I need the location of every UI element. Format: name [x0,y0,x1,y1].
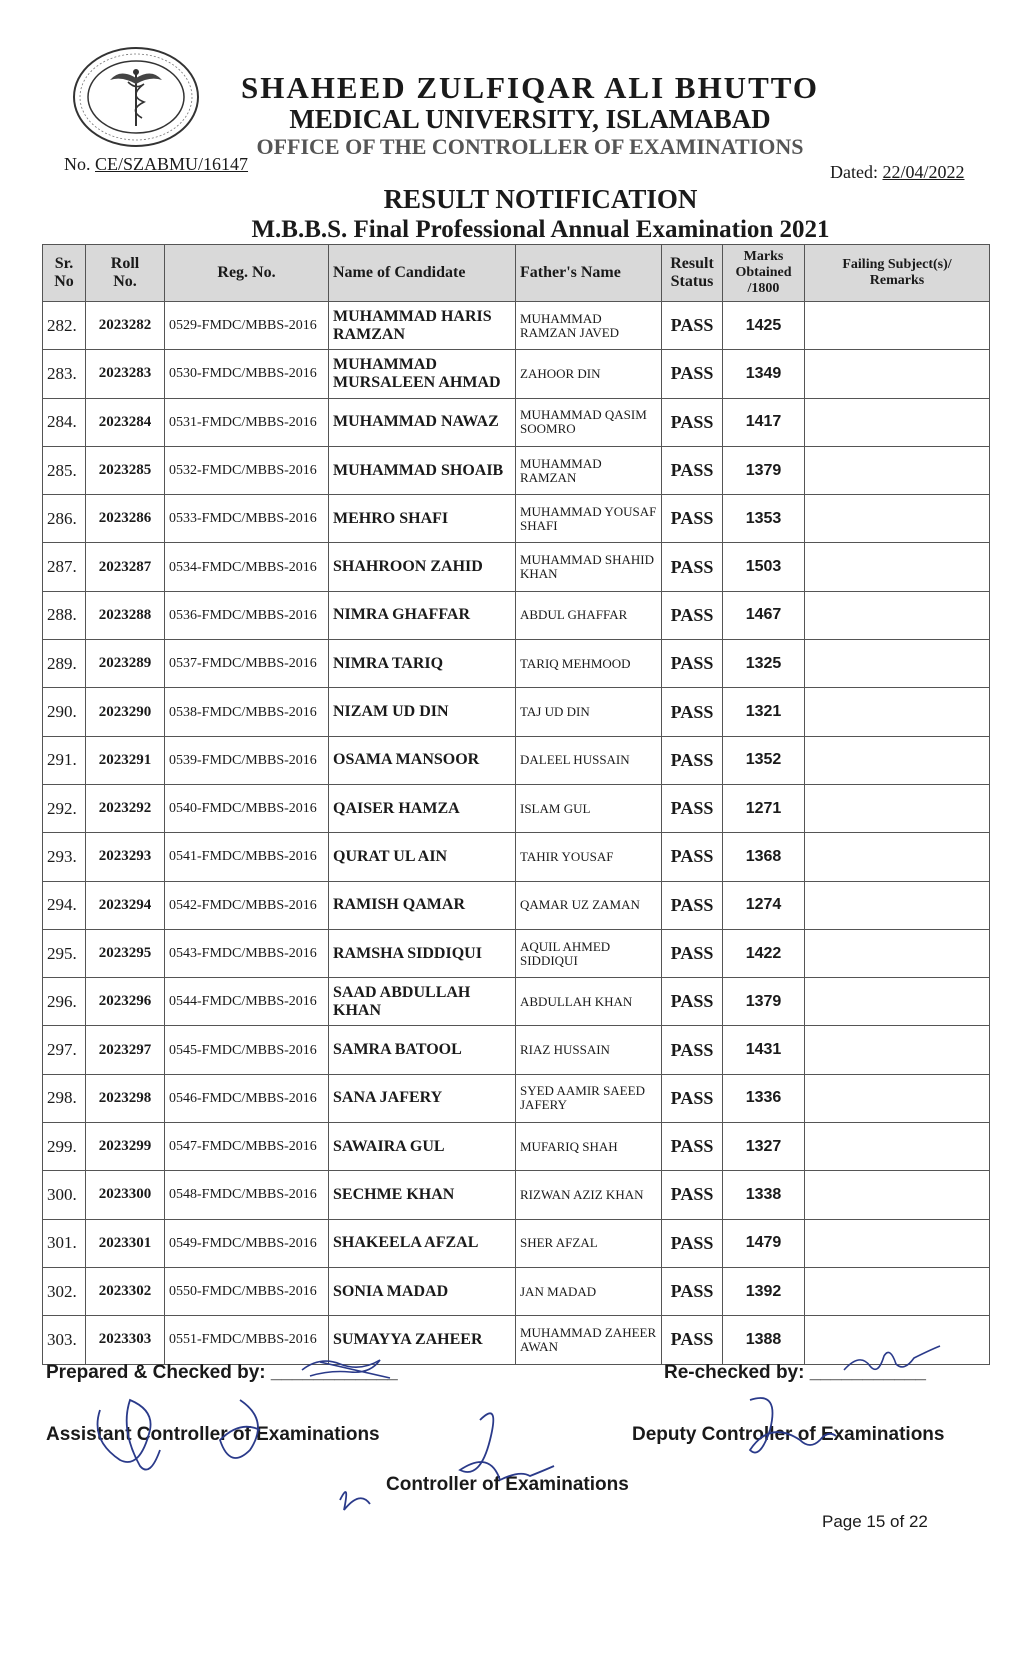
row-sr-no: 293. [43,833,86,881]
row-remarks [805,688,990,736]
row-father-name: MUHAMMAD ZAHEER AWAN [516,1316,662,1364]
row-result-status: PASS [662,350,723,398]
row-result-status: PASS [662,1074,723,1122]
signature-deputy [740,1390,840,1470]
header-candidate-name: Name of Candidate [329,245,516,302]
header-sr-no: Sr. No [43,245,86,302]
signature-controller [330,1400,560,1520]
row-remarks [805,543,990,591]
row-result-status: PASS [662,591,723,639]
row-father-name: MUHAMMAD RAMZAN JAVED [516,302,662,350]
row-candidate-name: NIMRA GHAFFAR [329,591,516,639]
row-father-name: ISLAM GUL [516,784,662,832]
table-row [43,398,990,446]
row-sr-no: 288. [43,591,86,639]
row-father-name: TARIQ MEHMOOD [516,640,662,688]
row-father-name: MUHAMMAD SHAHID KHAN [516,543,662,591]
row-reg-no: 0546-FMDC/MBBS-2016 [165,1074,329,1122]
row-roll-no: 2023295 [86,929,165,977]
row-roll-no: 2023297 [86,1026,165,1074]
row-result-status: PASS [662,543,723,591]
row-reg-no: 0532-FMDC/MBBS-2016 [165,446,329,494]
row-reg-no: 0534-FMDC/MBBS-2016 [165,543,329,591]
row-sr-no: 294. [43,881,86,929]
row-candidate-name: SECHME KHAN [329,1171,516,1219]
results-table [42,244,990,1365]
row-marks: 1379 [723,446,805,494]
row-father-name: JAN MADAD [516,1267,662,1315]
deputy-controller-title: Deputy Controller of Examinations [632,1424,945,1445]
row-marks: 1503 [723,543,805,591]
row-roll-no: 2023288 [86,591,165,639]
row-result-status: PASS [662,929,723,977]
row-candidate-name: SONIA MADAD [329,1267,516,1315]
row-roll-no: 2023294 [86,881,165,929]
row-marks: 1349 [723,350,805,398]
row-remarks [805,1171,990,1219]
table-row [43,978,990,1026]
row-result-status: PASS [662,1219,723,1267]
row-reg-no: 0542-FMDC/MBBS-2016 [165,881,329,929]
row-marks: 1392 [723,1267,805,1315]
row-father-name: DALEEL HUSSAIN [516,736,662,784]
table-row [43,495,990,543]
row-reg-no: 0548-FMDC/MBBS-2016 [165,1171,329,1219]
row-candidate-name: MUHAMMAD NAWAZ [329,398,516,446]
row-marks: 1321 [723,688,805,736]
row-roll-no: 2023283 [86,350,165,398]
row-candidate-name: SHAHROON ZAHID [329,543,516,591]
row-candidate-name: SAMRA BATOOL [329,1026,516,1074]
row-sr-no: 299. [43,1123,86,1171]
row-roll-no: 2023293 [86,833,165,881]
row-marks: 1274 [723,881,805,929]
row-candidate-name: MUHAMMAD SHOAIB [329,446,516,494]
row-sr-no: 295. [43,929,86,977]
page-number: Page 15 of 22 [822,1512,928,1531]
university-name-line1: SHAHEED ZULFIQAR ALI BHUTTO [241,70,819,105]
row-father-name: RIZWAN AZIZ KHAN [516,1171,662,1219]
row-father-name: TAJ UD DIN [516,688,662,736]
row-result-status: PASS [662,398,723,446]
row-remarks [805,446,990,494]
university-name-line2: MEDICAL UNIVERSITY, ISLAMABAD [289,104,771,134]
row-result-status: PASS [662,1123,723,1171]
row-father-name: SHER AFZAL [516,1219,662,1267]
row-sr-no: 297. [43,1026,86,1074]
row-marks: 1353 [723,495,805,543]
row-marks: 1417 [723,398,805,446]
row-marks: 1352 [723,736,805,784]
row-reg-no: 0540-FMDC/MBBS-2016 [165,784,329,832]
row-remarks [805,929,990,977]
date-line: Dated: 22/04/2022 [830,162,965,182]
row-reg-no: 0529-FMDC/MBBS-2016 [165,302,329,350]
row-reg-no: 0539-FMDC/MBBS-2016 [165,736,329,784]
table-row [43,1123,990,1171]
row-candidate-name: QURAT UL AIN [329,833,516,881]
university-logo [72,46,200,148]
row-reg-no: 0551-FMDC/MBBS-2016 [165,1316,329,1364]
row-remarks [805,640,990,688]
row-marks: 1379 [723,978,805,1026]
row-father-name: RIAZ HUSSAIN [516,1026,662,1074]
row-reg-no: 0530-FMDC/MBBS-2016 [165,350,329,398]
signature-assistant [90,1390,280,1480]
row-remarks [805,881,990,929]
row-roll-no: 2023285 [86,446,165,494]
row-father-name: ABDUL GHAFFAR [516,591,662,639]
row-marks: 1325 [723,640,805,688]
row-father-name: SYED AAMIR SAEED JAFERY [516,1074,662,1122]
row-father-name: MUHAMMAD YOUSAF SHAFI [516,495,662,543]
row-remarks [805,350,990,398]
row-sr-no: 283. [43,350,86,398]
row-reg-no: 0549-FMDC/MBBS-2016 [165,1219,329,1267]
table-row [43,784,990,832]
row-candidate-name: SUMAYYA ZAHEER [329,1316,516,1364]
row-result-status: PASS [662,881,723,929]
row-father-name: MUHAMMAD RAMZAN [516,446,662,494]
row-reg-no: 0533-FMDC/MBBS-2016 [165,495,329,543]
row-result-status: PASS [662,302,723,350]
row-remarks [805,1219,990,1267]
header-father-name: Father's Name [516,245,662,302]
row-reg-no: 0547-FMDC/MBBS-2016 [165,1123,329,1171]
table-row [43,688,990,736]
table-row [43,1267,990,1315]
controller-title: Controller of Examinations [386,1474,629,1495]
header-roll-no: Roll No. [86,245,165,302]
row-father-name: MUHAMMAD QASIM SOOMRO [516,398,662,446]
table-row [43,881,990,929]
row-sr-no: 286. [43,495,86,543]
row-remarks [805,591,990,639]
row-marks: 1425 [723,302,805,350]
document-title: RESULT NOTIFICATION [383,184,698,214]
row-reg-no: 0537-FMDC/MBBS-2016 [165,640,329,688]
row-marks: 1338 [723,1171,805,1219]
row-reg-no: 0541-FMDC/MBBS-2016 [165,833,329,881]
row-reg-no: 0538-FMDC/MBBS-2016 [165,688,329,736]
table-row [43,833,990,881]
row-result-status: PASS [662,978,723,1026]
rechecked-by: Re-checked by: ___________ [664,1362,926,1383]
row-sr-no: 296. [43,978,86,1026]
row-result-status: PASS [662,688,723,736]
row-roll-no: 2023286 [86,495,165,543]
row-result-status: PASS [662,833,723,881]
table-row [43,736,990,784]
row-father-name: ABDULLAH KHAN [516,978,662,1026]
row-candidate-name: QAISER HAMZA [329,784,516,832]
row-result-status: PASS [662,446,723,494]
row-roll-no: 2023291 [86,736,165,784]
row-father-name: ZAHOOR DIN [516,350,662,398]
row-remarks [805,1123,990,1171]
row-roll-no: 2023290 [86,688,165,736]
row-result-status: PASS [662,736,723,784]
signature-rechecked [840,1342,950,1378]
row-candidate-name: SAWAIRA GUL [329,1123,516,1171]
document-subtitle: M.B.B.S. Final Professional Annual Examination 2021 [251,216,830,243]
row-remarks [805,833,990,881]
row-reg-no: 0543-FMDC/MBBS-2016 [165,929,329,977]
row-roll-no: 2023299 [86,1123,165,1171]
prepared-checked-by: Prepared & Checked by: ____________ [46,1362,398,1383]
header-marks-obtained: Marks Obtained /1800 [723,245,805,302]
row-remarks [805,1074,990,1122]
row-candidate-name: NIMRA TARIQ [329,640,516,688]
row-sr-no: 298. [43,1074,86,1122]
reference-number: No. CE/SZABMU/16147 [64,154,249,174]
row-remarks [805,1267,990,1315]
table-row [43,1074,990,1122]
table-row [43,1219,990,1267]
row-sr-no: 287. [43,543,86,591]
row-remarks [805,495,990,543]
row-roll-no: 2023284 [86,398,165,446]
row-father-name: QAMAR UZ ZAMAN [516,881,662,929]
row-candidate-name: MUHAMMAD HARIS RAMZAN [329,302,516,350]
row-remarks [805,1026,990,1074]
row-marks: 1336 [723,1074,805,1122]
row-roll-no: 2023301 [86,1219,165,1267]
row-result-status: PASS [662,1267,723,1315]
row-roll-no: 2023287 [86,543,165,591]
table-row [43,1026,990,1074]
row-reg-no: 0544-FMDC/MBBS-2016 [165,978,329,1026]
row-father-name: AQUIL AHMED SIDDIQUI [516,929,662,977]
row-father-name: MUFARIQ SHAH [516,1123,662,1171]
row-candidate-name: MUHAMMAD MURSALEEN AHMAD [329,350,516,398]
row-remarks [805,736,990,784]
row-remarks [805,784,990,832]
row-candidate-name: RAMSHA SIDDIQUI [329,929,516,977]
row-roll-no: 2023302 [86,1267,165,1315]
row-reg-no: 0531-FMDC/MBBS-2016 [165,398,329,446]
row-remarks [805,978,990,1026]
row-father-name: TAHIR YOUSAF [516,833,662,881]
table-row [43,1171,990,1219]
row-reg-no: 0545-FMDC/MBBS-2016 [165,1026,329,1074]
table-row [43,543,990,591]
table-row [43,446,990,494]
row-marks: 1271 [723,784,805,832]
header-reg-no: Reg. No. [165,245,329,302]
row-sr-no: 282. [43,302,86,350]
row-result-status: PASS [662,784,723,832]
row-sr-no: 303. [43,1316,86,1364]
signature-prepared [300,1352,410,1382]
table-header-row [43,245,990,302]
row-marks: 1467 [723,591,805,639]
row-marks: 1431 [723,1026,805,1074]
row-candidate-name: SHAKEELA AFZAL [329,1219,516,1267]
row-sr-no: 302. [43,1267,86,1315]
row-candidate-name: RAMISH QAMAR [329,881,516,929]
header-remarks: Failing Subject(s)/ Remarks [805,245,990,302]
row-sr-no: 289. [43,640,86,688]
row-roll-no: 2023296 [86,978,165,1026]
row-marks: 1368 [723,833,805,881]
table-row [43,929,990,977]
row-result-status: PASS [662,1026,723,1074]
row-sr-no: 292. [43,784,86,832]
row-roll-no: 2023282 [86,302,165,350]
table-row [43,302,990,350]
row-roll-no: 2023292 [86,784,165,832]
row-roll-no: 2023298 [86,1074,165,1122]
row-candidate-name: SANA JAFERY [329,1074,516,1122]
office-name: OFFICE OF THE CONTROLLER OF EXAMINATIONS [256,134,804,159]
row-roll-no: 2023300 [86,1171,165,1219]
row-remarks [805,302,990,350]
row-result-status: PASS [662,495,723,543]
assistant-controller-title: Assistant Controller of Examinations [46,1424,380,1445]
row-result-status: PASS [662,640,723,688]
table-row [43,591,990,639]
row-marks: 1479 [723,1219,805,1267]
row-candidate-name: MEHRO SHAFI [329,495,516,543]
row-sr-no: 285. [43,446,86,494]
row-marks: 1327 [723,1123,805,1171]
row-result-status: PASS [662,1316,723,1364]
row-candidate-name: NIZAM UD DIN [329,688,516,736]
row-roll-no: 2023303 [86,1316,165,1364]
header-result-status: Result Status [662,245,723,302]
row-sr-no: 284. [43,398,86,446]
row-roll-no: 2023289 [86,640,165,688]
row-candidate-name: SAAD ABDULLAH KHAN [329,978,516,1026]
row-reg-no: 0550-FMDC/MBBS-2016 [165,1267,329,1315]
row-sr-no: 301. [43,1219,86,1267]
row-sr-no: 291. [43,736,86,784]
row-remarks [805,398,990,446]
row-sr-no: 300. [43,1171,86,1219]
row-candidate-name: OSAMA MANSOOR [329,736,516,784]
table-row [43,640,990,688]
table-row [43,350,990,398]
row-marks: 1422 [723,929,805,977]
row-reg-no: 0536-FMDC/MBBS-2016 [165,591,329,639]
row-marks: 1388 [723,1316,805,1364]
row-result-status: PASS [662,1171,723,1219]
row-sr-no: 290. [43,688,86,736]
